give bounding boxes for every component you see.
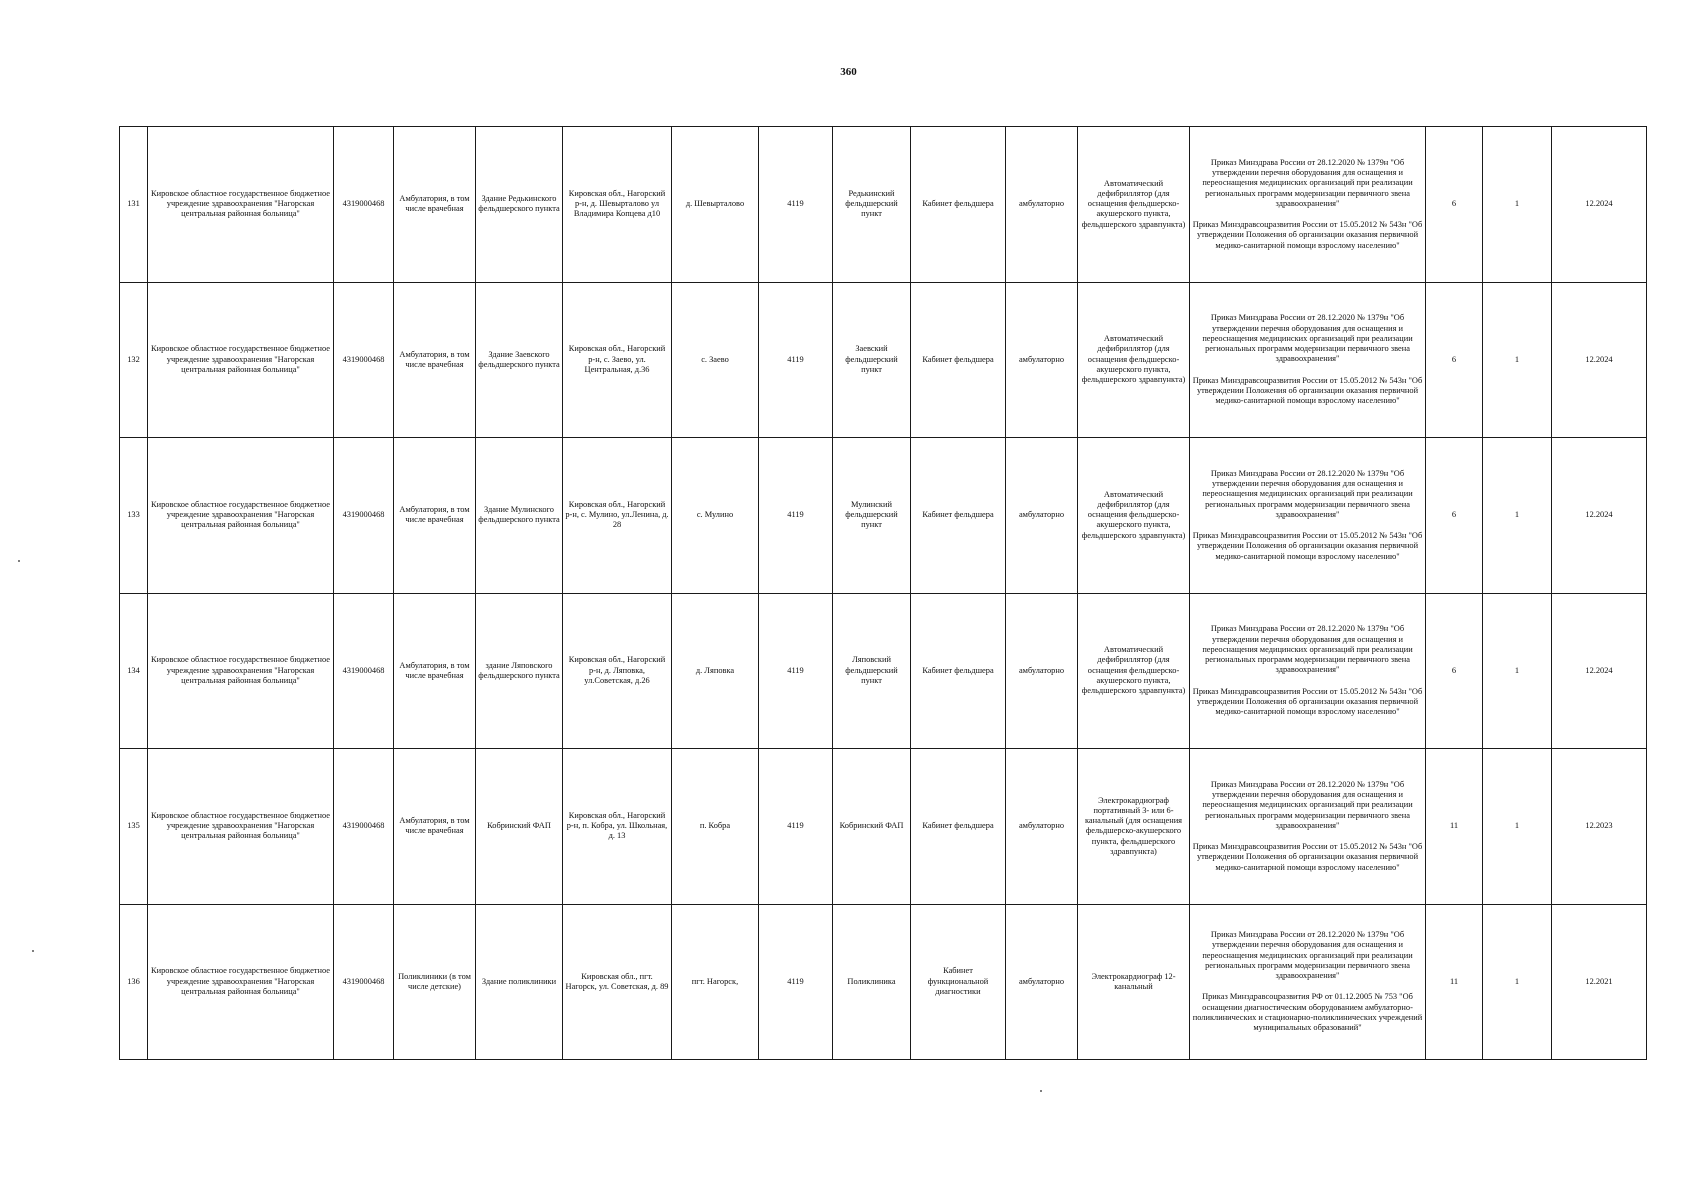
inn-code: 4319000468 — [334, 438, 394, 594]
room-name: Кабинет фельдшера — [911, 127, 1006, 283]
care-type: Амбулатория, в том числе врачебная — [394, 438, 476, 594]
building-name: Здание Мулинского фельдшерского пункта — [476, 438, 563, 594]
inventory-count: 1 — [1483, 749, 1552, 905]
inventory-count: 1 — [1483, 593, 1552, 749]
equipment-name: Автоматический дефибриллятор (для оснащения фельдшерско-акушерского пункта, фельдшерского здравпункта) — [1078, 593, 1190, 749]
equipment-name: Автоматический дефибриллятор (для оснащения фельдшерско-акушерского пункта, фельдшерского здравпункта) — [1078, 282, 1190, 438]
order-second: Приказ Минздравсоцразвития России от 15.05.2012 № 543н "Об утверждении Положения об организации оказания первичной медико-санитарной помощи взрослому населению" — [1192, 686, 1423, 716]
due-date: 12.2021 — [1552, 904, 1647, 1060]
order-first: Приказ Минздрава России от 28.12.2020 № 1379н "Об утверждении перечня оборудования для оснащения и переоснащения медицинских организаций при реализации региональных программ модернизации первичного звена здравоохранения" — [1202, 157, 1413, 208]
settlement: с. Заево — [672, 282, 759, 438]
row-number: 135 — [120, 749, 148, 905]
equipment-name: Автоматический дефибриллятор (для оснащения фельдшерско-акушерского пункта, фельдшерского здравпункта) — [1078, 127, 1190, 283]
organization-name: Кировское областное государственное бюджетное учреждение здравоохранения "Нагорская центральная районная больница" — [148, 749, 334, 905]
address: Кировская обл., Нагорский р-н, д. Ляповка, ул.Советская, д.26 — [563, 593, 672, 749]
equipment-name: Электрокардиограф портативный 3- или 6-канальный (для оснащения фельдшерско-акушерского пункта, фельдшерского здравпункта) — [1078, 749, 1190, 905]
row-number: 136 — [120, 904, 148, 1060]
quantity: 11 — [1426, 749, 1483, 905]
unit-name: Мулинский фельдшерский пункт — [833, 438, 911, 594]
building-name: здание Ляповского фельдшерского пункта — [476, 593, 563, 749]
equipment-name: Автоматический дефибриллятор (для оснащения фельдшерско-акушерского пункта, фельдшерского здравпункта) — [1078, 438, 1190, 594]
territory-code: 4119 — [759, 438, 833, 594]
scan-speck — [18, 560, 20, 562]
inventory-count: 1 — [1483, 904, 1552, 1060]
regulatory-orders — [1190, 904, 1426, 1060]
scan-speck — [1040, 1090, 1042, 1092]
care-mode: амбулаторно — [1006, 904, 1078, 1060]
organization-name: Кировское областное государственное бюджетное учреждение здравоохранения "Нагорская центральная районная больница" — [148, 438, 334, 594]
care-mode: амбулаторно — [1006, 749, 1078, 905]
regulatory-orders — [1190, 749, 1426, 905]
inventory-count: 1 — [1483, 127, 1552, 283]
page-number: 360 — [840, 66, 857, 78]
territory-code: 4119 — [759, 593, 833, 749]
due-date: 12.2024 — [1552, 282, 1647, 438]
row-number: 132 — [120, 282, 148, 438]
care-type: Амбулатория, в том числе врачебная — [394, 127, 476, 283]
order-first: Приказ Минздрава России от 28.12.2020 № 1379н "Об утверждении перечня оборудования для оснащения и переоснащения медицинских организаций при реализации региональных программ модернизации первичного звена здравоохранения" — [1202, 313, 1413, 364]
care-mode: амбулаторно — [1006, 593, 1078, 749]
address: Кировская обл., пгт. Нагорск, ул. Советская, д. 89 — [563, 904, 672, 1060]
due-date: 12.2024 — [1552, 593, 1647, 749]
inventory-count: 1 — [1483, 282, 1552, 438]
building-name: Здание поликлиники — [476, 904, 563, 1060]
settlement: пгт. Нагорск, — [672, 904, 759, 1060]
building-name: Здание Редькинского фельдшерского пункта — [476, 127, 563, 283]
care-type: Амбулатория, в том числе врачебная — [394, 593, 476, 749]
order-second: Приказ Минздравсоцразвития России от 15.05.2012 № 543н "Об утверждении Положения об организации оказания первичной медико-санитарной помощи взрослому населению" — [1192, 531, 1423, 561]
table-row — [120, 749, 1647, 905]
room-name: Кабинет фельдшера — [911, 282, 1006, 438]
quantity: 11 — [1426, 904, 1483, 1060]
regulatory-orders — [1190, 127, 1426, 283]
inventory-count: 1 — [1483, 438, 1552, 594]
order-second: Приказ Минздравсоцразвития России от 15.05.2012 № 543н "Об утверждении Положения об организации оказания первичной медико-санитарной помощи взрослому населению" — [1192, 842, 1423, 872]
inn-code: 4319000468 — [334, 749, 394, 905]
order-first: Приказ Минздрава России от 28.12.2020 № 1379н "Об утверждении перечня оборудования для оснащения и переоснащения медицинских организаций при реализации региональных программ модернизации первичного звена здравоохранения" — [1202, 930, 1413, 981]
building-name: Здание Заевского фельдшерского пункта — [476, 282, 563, 438]
quantity: 6 — [1426, 438, 1483, 594]
settlement: д. Шевырталово — [672, 127, 759, 283]
address: Кировская обл., Нагорский р-н, с. Мулино, ул.Ленина, д. 28 — [563, 438, 672, 594]
care-type: Амбулатория, в том числе врачебная — [394, 282, 476, 438]
room-name: Кабинет фельдшера — [911, 438, 1006, 594]
inn-code: 4319000468 — [334, 127, 394, 283]
room-name: Кабинет функциональной диагностики — [911, 904, 1006, 1060]
table-row — [120, 593, 1647, 749]
room-name: Кабинет фельдшера — [911, 593, 1006, 749]
order-second: Приказ Минздравсоцразвития РФ от 01.12.2005 № 753 "Об оснащении диагностическим оборудованием амбулаторно-поликлинических и стационарно-поликлинических учреждений муниципальных образований" — [1192, 992, 1423, 1033]
table-row — [120, 127, 1647, 283]
territory-code: 4119 — [759, 282, 833, 438]
order-second: Приказ Минздравсоцразвития России от 15.05.2012 № 543н "Об утверждении Положения об организации оказания первичной медико-санитарной помощи взрослому населению" — [1192, 375, 1423, 405]
building-name: Кобринский ФАП — [476, 749, 563, 905]
due-date: 12.2024 — [1552, 438, 1647, 594]
inn-code: 4319000468 — [334, 282, 394, 438]
table-row — [120, 282, 1647, 438]
row-number: 133 — [120, 438, 148, 594]
care-type: Поликлиники (в том числе детские) — [394, 904, 476, 1060]
territory-code: 4119 — [759, 904, 833, 1060]
due-date: 12.2024 — [1552, 127, 1647, 283]
organization-name: Кировское областное государственное бюджетное учреждение здравоохранения "Нагорская центральная районная больница" — [148, 127, 334, 283]
table-row — [120, 904, 1647, 1060]
due-date: 12.2023 — [1552, 749, 1647, 905]
scan-speck — [32, 950, 34, 952]
care-mode: амбулаторно — [1006, 438, 1078, 594]
regulatory-orders — [1190, 593, 1426, 749]
order-first: Приказ Минздрава России от 28.12.2020 № 1379н "Об утверждении перечня оборудования для оснащения и переоснащения медицинских организаций при реализации региональных программ модернизации первичного звена здравоохранения" — [1202, 779, 1413, 830]
territory-code: 4119 — [759, 749, 833, 905]
unit-name: Редькинский фельдшерский пункт — [833, 127, 911, 283]
unit-name: Ляповский фельдшерский пункт — [833, 593, 911, 749]
order-first: Приказ Минздрава России от 28.12.2020 № 1379н "Об утверждении перечня оборудования для оснащения и переоснащения медицинских организаций при реализации региональных программ модернизации первичного звена здравоохранения" — [1202, 624, 1413, 675]
inn-code: 4319000468 — [334, 904, 394, 1060]
room-name: Кабинет фельдшера — [911, 749, 1006, 905]
quantity: 6 — [1426, 127, 1483, 283]
territory-code: 4119 — [759, 127, 833, 283]
organization-name: Кировское областное государственное бюджетное учреждение здравоохранения "Нагорская центральная районная больница" — [148, 282, 334, 438]
address: Кировская обл., Нагорский р-н, д. Шевырталово ул Владимира Копцева д10 — [563, 127, 672, 283]
organization-name: Кировское областное государственное бюджетное учреждение здравоохранения "Нагорская центральная районная больница" — [148, 904, 334, 1060]
care-mode: амбулаторно — [1006, 282, 1078, 438]
order-second: Приказ Минздравсоцразвития России от 15.05.2012 № 543н "Об утверждении Положения об организации оказания первичной медико-санитарной помощи взрослому населению" — [1192, 220, 1423, 250]
row-number: 134 — [120, 593, 148, 749]
care-type: Амбулатория, в том числе врачебная — [394, 749, 476, 905]
settlement: д. Ляповка — [672, 593, 759, 749]
care-mode: амбулаторно — [1006, 127, 1078, 283]
quantity: 6 — [1426, 593, 1483, 749]
regulatory-orders — [1190, 282, 1426, 438]
regulatory-orders — [1190, 438, 1426, 594]
settlement: с. Мулино — [672, 438, 759, 594]
equipment-name: Электрокардиограф 12-канальный — [1078, 904, 1190, 1060]
row-number: 131 — [120, 127, 148, 283]
settlement: п. Кобра — [672, 749, 759, 905]
unit-name: Кобринский ФАП — [833, 749, 911, 905]
address: Кировская обл., Нагорский р-н, п. Кобра, ул. Школьная, д. 13 — [563, 749, 672, 905]
order-first: Приказ Минздрава России от 28.12.2020 № 1379н "Об утверждении перечня оборудования для оснащения и переоснащения медицинских организаций при реализации региональных программ модернизации первичного звена здравоохранения" — [1202, 468, 1413, 519]
quantity: 6 — [1426, 282, 1483, 438]
address: Кировская обл., Нагорский р-н, с. Заево, ул. Центральная, д.36 — [563, 282, 672, 438]
table-row — [120, 438, 1647, 594]
unit-name: Заевский фельдшерский пункт — [833, 282, 911, 438]
equipment-table — [119, 126, 1647, 1060]
inn-code: 4319000468 — [334, 593, 394, 749]
unit-name: Поликлиника — [833, 904, 911, 1060]
organization-name: Кировское областное государственное бюджетное учреждение здравоохранения "Нагорская центральная районная больница" — [148, 593, 334, 749]
